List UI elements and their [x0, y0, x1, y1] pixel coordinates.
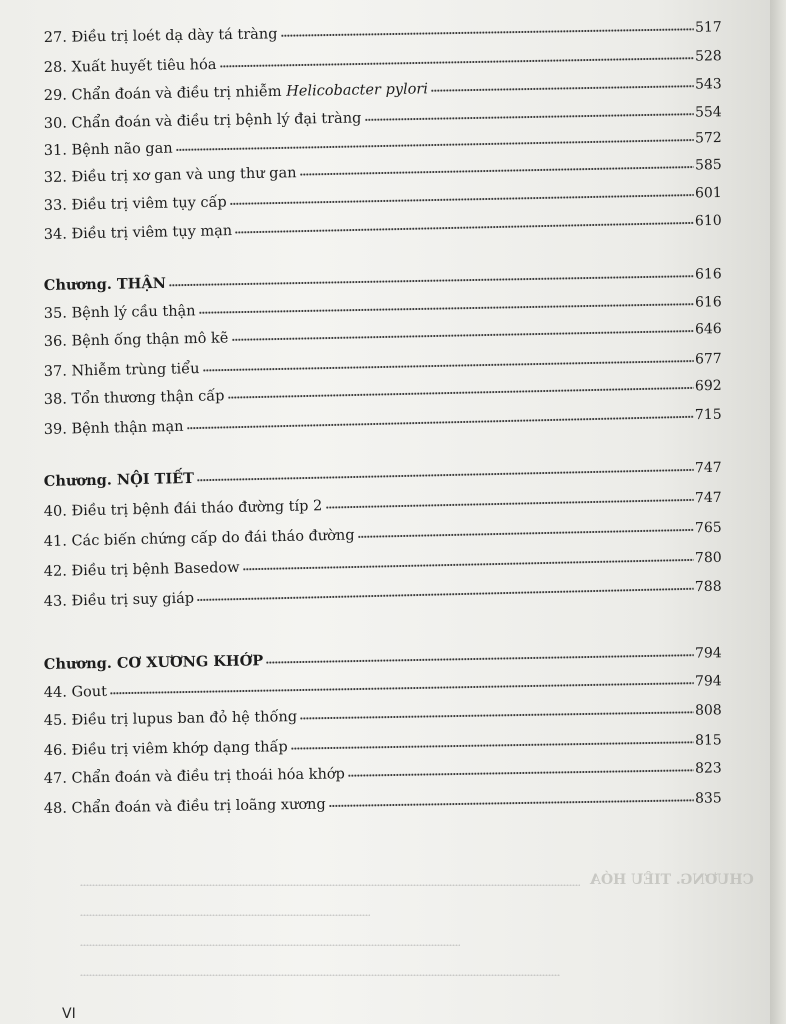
entry-title: 39. Bệnh thận mạn	[43, 418, 184, 438]
dot-leader	[227, 386, 694, 399]
entry-title: 31. Bệnh não gan	[43, 140, 173, 159]
page-number: 677	[694, 350, 722, 368]
entry-title: 42. Điều trị bệnh Basedow	[43, 559, 240, 580]
page-number: 715	[694, 406, 722, 424]
dot-leader	[280, 28, 694, 37]
entry-title: 29. Chẩn đoán và điều trị nhiễm Helicobacter pylori	[43, 81, 429, 104]
dot-leader	[291, 741, 694, 750]
page-number: 780	[694, 549, 722, 567]
dot-leader	[235, 221, 694, 234]
dot-leader	[266, 654, 694, 664]
page-number: 815	[694, 732, 722, 749]
page-number: 517	[694, 19, 722, 36]
dot-leader	[230, 194, 694, 206]
chapter-title: Chương. THẬN	[43, 274, 167, 294]
page-number: 747	[694, 459, 722, 477]
entry-title: 44. Gout	[43, 683, 108, 701]
page-folio: VI	[62, 1006, 76, 1022]
page-number: 808	[694, 702, 722, 719]
page-number: 585	[694, 156, 722, 174]
toc-entry	[44, 694, 722, 729]
chapter-title: Chương. NỘI TIẾT	[43, 469, 195, 490]
entry-title: 35. Bệnh lý cầu thận	[43, 303, 196, 322]
dot-leader	[176, 139, 694, 152]
page-number: 692	[694, 377, 722, 395]
dot-leader	[110, 682, 694, 695]
page-number: 572	[694, 129, 722, 147]
dot-leader	[364, 113, 694, 122]
dot-leader	[231, 330, 694, 342]
page-number: 610	[694, 212, 722, 230]
page-edge	[770, 0, 786, 1024]
entry-title: 37. Nhiễm trùng tiểu	[43, 361, 200, 380]
entry-title: 46. Điều trị viêm khớp dạng thấp	[43, 739, 288, 759]
dot-leader	[325, 498, 694, 509]
page-number: 528	[694, 48, 722, 65]
dot-leader	[186, 415, 694, 430]
page-number: 835	[694, 790, 722, 807]
dot-leader	[202, 360, 694, 372]
page-number: 823	[694, 760, 722, 777]
entry-title: 28. Xuất huyết tiêu hóa	[43, 56, 217, 76]
dot-leader	[358, 528, 694, 538]
toc-entry	[44, 782, 722, 817]
page-number: 788	[694, 578, 722, 596]
entry-title: 40. Điều trị bệnh đái tháo đường típ 2	[43, 498, 323, 520]
entry-title: 27. Điều trị loét dạ dày tá tràng	[43, 26, 278, 46]
entry-title: 30. Chẩn đoán và điều trị bệnh lý đại tràng	[43, 110, 362, 132]
toc-entry	[44, 11, 722, 46]
dot-leader	[243, 558, 694, 570]
dot-leader	[197, 587, 694, 601]
dot-leader	[219, 57, 694, 68]
entry-title: 47. Chẩn đoán và điều trị thoái hóa khớp	[43, 766, 345, 787]
page-number: 601	[694, 184, 722, 202]
page-number: 616	[694, 294, 722, 311]
page-number: 616	[694, 266, 722, 283]
page-number: 794	[694, 645, 722, 662]
page-number: 794	[694, 673, 722, 690]
dot-leader	[299, 166, 694, 177]
page-number: 747	[694, 489, 722, 507]
page-number: 646	[694, 320, 722, 338]
page-number: 543	[694, 76, 722, 93]
chapter-title: Chương. CƠ XƯƠNG KHỚP	[43, 652, 264, 673]
entry-title: 43. Điều trị suy giáp	[43, 590, 195, 610]
entry-title: 33. Điều trị viêm tụy cấp	[43, 194, 227, 214]
dot-leader	[348, 769, 694, 777]
dot-leader	[169, 275, 694, 287]
entry-title: 41. Các biến chứng cấp do đái tháo đường	[43, 527, 355, 550]
entry-title: 45. Điều trị lupus ban đỏ hệ thống	[43, 709, 298, 729]
entry-title: 38. Tổn thương thận cấp	[43, 388, 225, 408]
entry-title: 32. Điều trị xơ gan và ung thư gan	[43, 165, 297, 186]
dot-leader	[329, 799, 694, 808]
toc-entry	[44, 752, 722, 787]
dot-leader	[300, 711, 694, 720]
bleed-through-heading: CHƯƠNG. TIÊU HÓA	[590, 872, 754, 888]
dot-leader	[431, 85, 694, 93]
page-number: 765	[694, 519, 722, 537]
entry-title: 36. Bệnh ống thận mô kẽ	[43, 330, 229, 350]
page-number: 554	[694, 104, 722, 121]
dot-leader	[197, 468, 694, 481]
entry-title: 48. Chẩn đoán và điều trị loãng xương	[43, 796, 326, 817]
dot-leader	[199, 303, 695, 315]
entry-title: 34. Điều trị viêm tụy mạn	[43, 223, 233, 243]
